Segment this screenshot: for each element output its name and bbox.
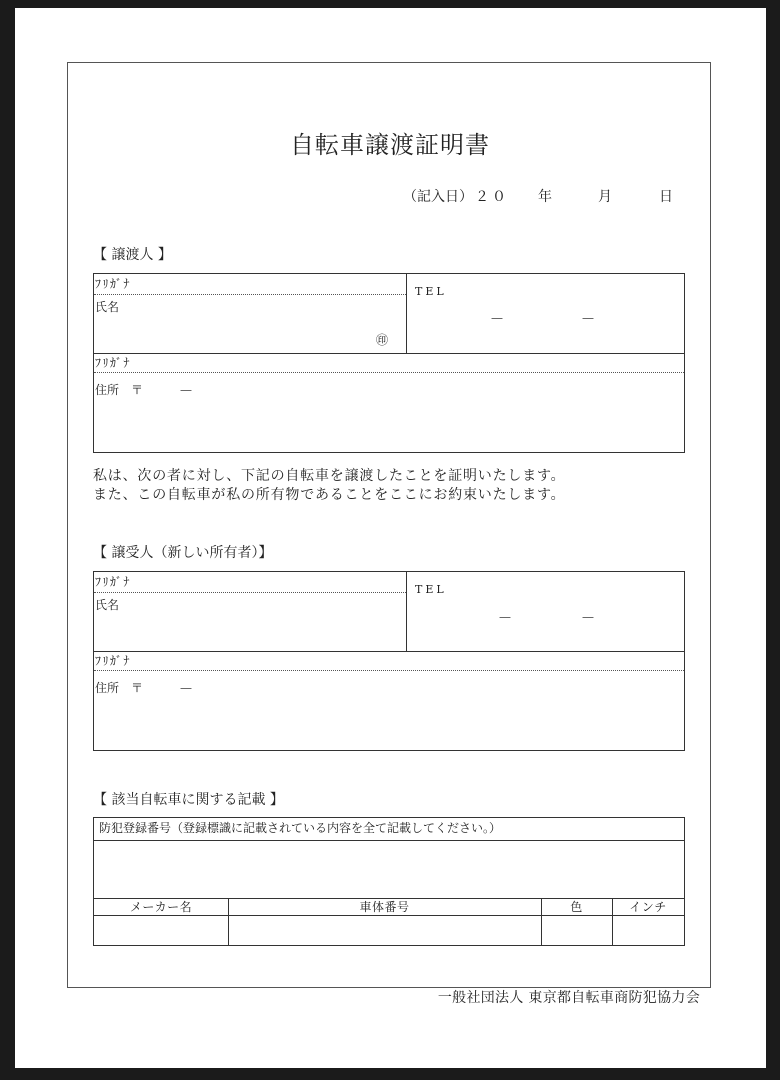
date-year-prefix: ２０ — [475, 189, 509, 205]
transferor-tel-label: TEL — [415, 285, 447, 298]
row-divider — [94, 915, 684, 916]
statement-line: 私は、次の者に対し、下記の自転車を譲渡したことを証明いたします。 — [93, 468, 566, 484]
furigana-dotted-rule — [94, 372, 684, 373]
date-day-unit: 日 — [659, 189, 673, 205]
postal-separator: — — [180, 383, 192, 397]
transferee-address-label: 住所 — [95, 681, 120, 695]
document-title: 自転車譲渡証明書 — [290, 131, 490, 159]
column-header-maker: メーカー名 — [129, 900, 193, 914]
transferee-address-furigana-label: ﾌﾘｶﾞﾅ — [95, 654, 132, 668]
tel-separator: — — [582, 311, 594, 325]
furigana-dotted-rule — [94, 294, 406, 295]
transferor-name-label: 氏名 — [95, 300, 120, 314]
column-header-frame-number: 車体番号 — [359, 900, 410, 914]
tel-separator: — — [582, 610, 594, 624]
tel-separator: — — [491, 311, 503, 325]
transferee-heading: 【 譲受人（新しい所有者）】 — [93, 545, 273, 561]
postal-mark: 〒 — [131, 383, 144, 397]
transferee-tel-label: TEL — [415, 583, 447, 596]
column-header-color: 色 — [570, 900, 583, 914]
transferee-name-label: 氏名 — [95, 598, 120, 612]
issuer-footer: 一般社団法人 東京都自転車商防犯協力会 — [437, 990, 700, 1006]
transferor-furigana-label: ﾌﾘｶﾞﾅ — [95, 277, 132, 291]
tel-separator: — — [499, 610, 511, 624]
date-label: （記入日） — [403, 189, 473, 205]
date-year-unit: 年 — [538, 189, 552, 205]
transferor-address-furigana-label: ﾌﾘｶﾞﾅ — [95, 356, 132, 370]
name-tel-divider — [406, 572, 407, 651]
furigana-dotted-rule — [94, 670, 684, 671]
name-tel-divider — [406, 274, 407, 353]
seal-mark: ㊞ — [376, 333, 389, 347]
transferee-table — [93, 571, 685, 751]
bicycle-table — [93, 817, 685, 946]
row-divider — [94, 353, 684, 354]
bicycle-heading: 【 該当自転車に関する記載 】 — [93, 792, 284, 808]
statement-line: また、この自転車が私の所有物であることをここにお約束いたします。 — [93, 487, 566, 503]
registration-number-label: 防犯登録番号（登録標識に記載されている内容を全て記載してください。） — [99, 821, 502, 835]
transferor-heading: 【 譲渡人 】 — [93, 247, 172, 263]
transferor-table — [93, 273, 685, 453]
column-header-inch: インチ — [629, 900, 667, 914]
row-divider — [94, 840, 684, 841]
postal-mark: 〒 — [131, 681, 144, 695]
row-divider — [94, 651, 684, 652]
transferee-furigana-label: ﾌﾘｶﾞﾅ — [95, 575, 132, 589]
row-divider — [94, 898, 684, 899]
date-month-unit: 月 — [598, 189, 612, 205]
postal-separator: — — [180, 681, 192, 695]
transferor-address-label: 住所 — [95, 383, 120, 397]
furigana-dotted-rule — [94, 592, 406, 593]
